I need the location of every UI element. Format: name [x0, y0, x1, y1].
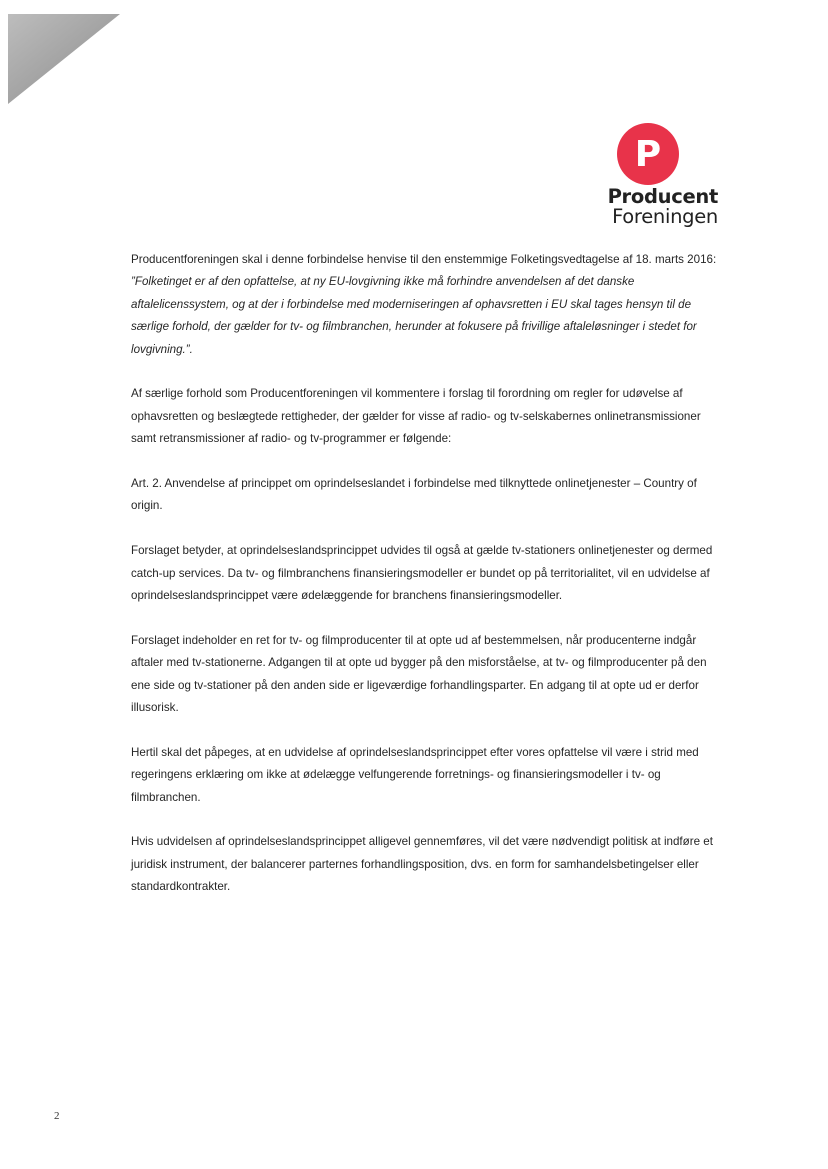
paragraph-opt-out: Forslaget indeholder en ret for tv- og filmproducenter til at opte ud af bestemmelsen, når producenterne indgår aftaler med tv-stationerne. Adgangen til at opte ud bygger på den misforståelse, at tv- og filmproducenter på den ene side og tv-stationer på den anden side er ligeværdige forhandlingsparter. En adgang til at opte ud er derfor illusorisk.: [131, 633, 707, 715]
logo-line-foreningen: Foreningen: [612, 205, 718, 228]
page-corner-fold: [8, 14, 120, 104]
logo-line-producent: Producent: [607, 185, 718, 208]
producentforeningen-logo: [590, 122, 730, 232]
logo-mark-letter: P: [634, 134, 662, 175]
page-number: 2: [54, 1110, 60, 1122]
logo-p-mark-icon: [616, 122, 680, 186]
letter-body: [131, 249, 721, 921]
quote-folketingsvedtagelse: ”Folketinget er af den opfattelse, at ny EU-lovgivning ikke må forhindre anvendelsen af det danske aftalelicenssystem, og at der i forbindelse med moderniseringen af ophavsretten i EU skal tages hensyn til de særlige forhold, der gælder for tv- og filmbranchen, herunder at fokusere på frivillige aftaleløsninger i stedet for lovgivning.”.: [131, 275, 697, 356]
paragraph-government-declaration: Hertil skal det påpeges, at en udvidelse af oprindelseslandsprincippet efter vores opfattelse vil være i strid med regeringens erklæring om ikke at ødelægge velfungerende forretnings- og finansieringsmodeller i tv- og filmbranchen.: [131, 745, 699, 804]
paragraph-special-conditions: Af særlige forhold som Producentforeningen vil kommentere i forslag til forordning om regler for udøvelse af ophavsretten og beslægtede rettigheder, der gælder for visse af radio- og tv-selskabernes onlinetransmissioner samt retransmissioner af radio- og tv-programmer er følgende:: [131, 387, 701, 446]
paragraph-legal-instrument: Hvis udvidelsen af oprindelseslandsprincippet alligevel gennemføres, vil det være nødvendigt politisk at indføre et juridisk instrument, der balancerer parternes forhandlingsposition, dvs. en form for samhandelsbetingelser eller standardkontrakter.: [131, 835, 713, 894]
paragraph-proposal-meaning: Forslaget betyder, at oprindelseslandsprincippet udvides til også at gælde tv-stationers onlinetjenester og dermed catch-up services. Da tv- og filmbranchens finansieringsmodeller er bundet op på territorialitet, vil en udvidelse af oprindelseslandsprincippet være ødelæggende for branchens finansieringsmodeller.: [131, 544, 713, 603]
paragraph-intro: Producentforeningen skal i denne forbindelse henvise til den enstemmige Folketingsvedtagelse af 18. marts 2016:: [131, 253, 717, 266]
paragraph-article-2: Art. 2. Anvendelse af princippet om oprindelseslandet i forbindelse med tilknyttede onlinetjenester – Country of origin.: [131, 477, 697, 513]
paragraph-intro-block: [131, 249, 721, 361]
